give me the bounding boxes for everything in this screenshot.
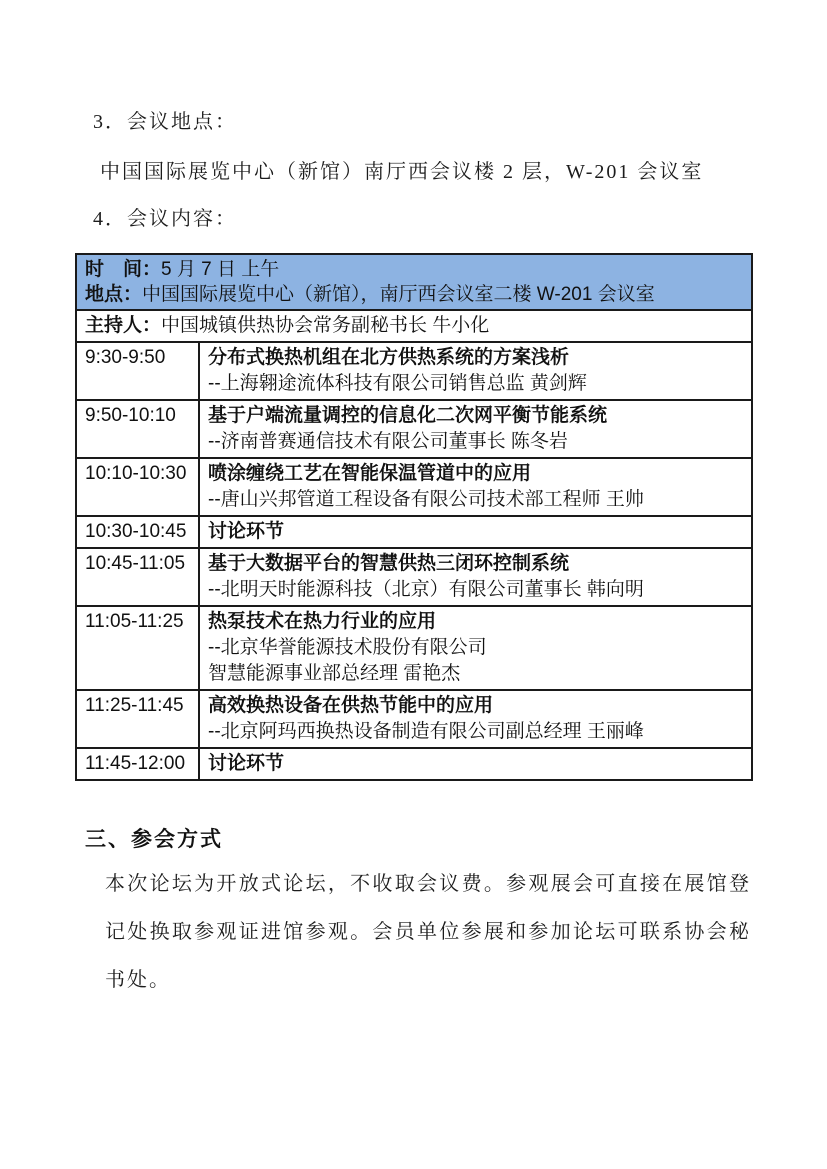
session-speaker: 智慧能源事业部总经理 雷艳杰: [208, 663, 461, 684]
session-content: [199, 606, 752, 690]
participation-section-heading: 三、参会方式: [85, 827, 223, 851]
participation-paragraph: 本次论坛为开放式论坛，不收取会议费。参观展会可直接在展馆登记处换取参观证进馆参观。会员单位参展和参加论坛可联系协会秘书处。: [105, 873, 751, 991]
session-time: 11:45-12:00: [76, 748, 199, 780]
session-content: [199, 516, 752, 548]
session-speaker: --北京阿玛西换热设备制造有限公司副总经理 王丽峰: [208, 721, 644, 742]
session-title: 分布式换热机组在北方供热系统的方案浅析: [208, 347, 570, 368]
agenda-header-row: [76, 254, 752, 310]
session-speaker: --北京华誉能源技术股份有限公司: [208, 637, 487, 658]
agenda-time-line: [85, 257, 743, 282]
session-title: 基于户端流量调控的信息化二次网平衡节能系统: [208, 405, 608, 426]
table-row: [76, 690, 752, 748]
agenda-header-cell: [76, 254, 752, 310]
session-speaker: --济南普赛通信技术有限公司董事长 陈冬岩: [208, 431, 568, 452]
session-content: [199, 342, 752, 400]
host-value: 中国城镇供热协会常务副秘书长 牛小化: [161, 315, 490, 336]
session-time: 9:30-9:50: [76, 342, 199, 400]
table-row: [76, 342, 752, 400]
session-speaker: --唐山兴邦管道工程设备有限公司技术部工程师 王帅: [208, 489, 644, 510]
session-time: 9:50-10:10: [76, 400, 199, 458]
host-label: 主持人：: [85, 315, 162, 336]
session-title: 讨论环节: [208, 521, 285, 542]
session-content: [199, 690, 752, 748]
agenda-host-cell: [76, 310, 752, 342]
time-value: 5 月 7 日 上午: [161, 259, 280, 280]
session-content: [199, 458, 752, 516]
session-content: [199, 748, 752, 780]
table-row: [76, 606, 752, 690]
meeting-location-heading: 3．会议地点：: [93, 111, 237, 133]
session-speaker: --北明天时能源科技（北京）有限公司董事长 韩向明: [208, 579, 644, 600]
session-time: 10:30-10:45: [76, 516, 199, 548]
agenda-place-line: [85, 282, 743, 307]
session-content: [199, 548, 752, 606]
session-time: 10:45-11:05: [76, 548, 199, 606]
table-row: [76, 516, 752, 548]
session-time: 11:25-11:45: [76, 690, 199, 748]
table-row: [76, 748, 752, 780]
meeting-location-text: 中国国际展览中心（新馆）南厅西会议楼 2 层，W-201 会议室: [100, 161, 704, 183]
session-title: 喷涂缠绕工艺在智能保温管道中的应用: [208, 463, 532, 484]
session-speaker: --上海翱途流体科技有限公司销售总监 黄剑辉: [208, 373, 587, 394]
table-row: [76, 548, 752, 606]
place-label: 地点：: [85, 284, 143, 305]
session-title: 热泵技术在热力行业的应用: [208, 611, 437, 632]
session-title: 讨论环节: [208, 753, 285, 774]
place-value: 中国国际展览中心（新馆），南厅西会议室二楼 W-201 会议室: [142, 284, 655, 305]
time-label: 时 间：: [85, 259, 162, 280]
meeting-content-heading: 4．会议内容：: [93, 208, 237, 230]
agenda-table: [75, 253, 753, 781]
table-row: [76, 400, 752, 458]
session-title: 高效换热设备在供热节能中的应用: [208, 695, 494, 716]
agenda-host-row: [76, 310, 752, 342]
session-time: 10:10-10:30: [76, 458, 199, 516]
session-title: 基于大数据平台的智慧供热三闭环控制系统: [208, 553, 570, 574]
session-time: 11:05-11:25: [76, 606, 199, 690]
table-row: [76, 458, 752, 516]
session-content: [199, 400, 752, 458]
